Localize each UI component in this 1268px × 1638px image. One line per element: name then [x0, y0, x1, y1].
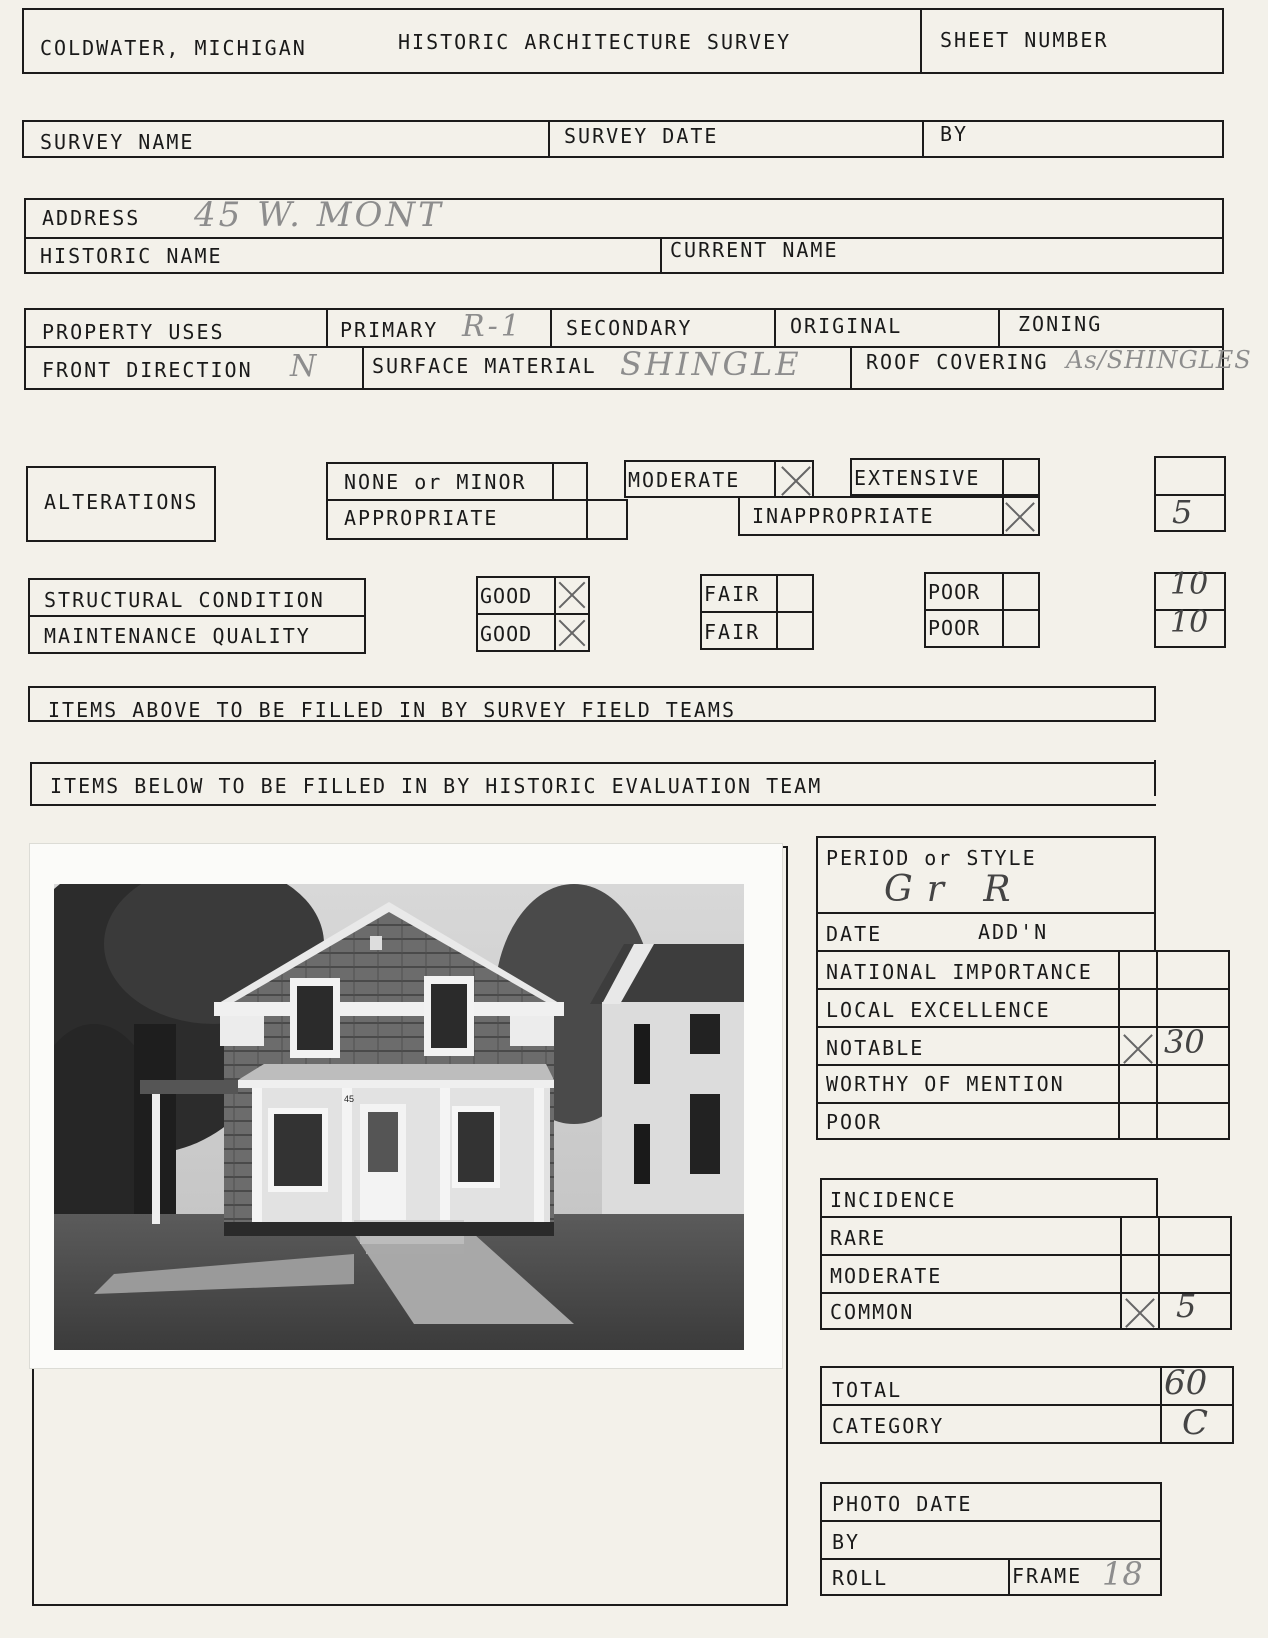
house-number-sign: 45	[344, 1094, 355, 1104]
totals-value-col	[1160, 1366, 1162, 1444]
notable-score: 30	[1164, 1023, 1205, 1061]
photo-info-row-1	[820, 1520, 1162, 1522]
common-score: 5	[1176, 1287, 1200, 1325]
poor-check-col	[1002, 572, 1004, 648]
maintenance-score: 10	[1170, 605, 1209, 640]
property-divider-4	[998, 308, 1000, 346]
maintenance-good-label: GOOD	[480, 622, 533, 646]
note-below: ITEMS BELOW TO BE FILLED IN BY HISTORIC EVALUATION TEAM	[50, 774, 823, 798]
alterations-label: ALTERATIONS	[44, 490, 199, 514]
survey-date-label: SURVEY DATE	[564, 124, 719, 148]
local-excellence-label: LOCAL EXCELLENCE	[826, 998, 1051, 1022]
alt-inappropriate-label: INAPPROPRIATE	[752, 504, 935, 528]
house-photo	[54, 884, 744, 1350]
front-direction-value: N	[290, 349, 320, 384]
surface-material-label: SURFACE MATERIAL	[372, 354, 597, 378]
worthy-label: WORTHY OF MENTION	[826, 1072, 1065, 1096]
national-importance-label: NATIONAL IMPORTANCE	[826, 960, 1093, 984]
total-value: 60	[1164, 1363, 1208, 1403]
maintenance-quality-label: MAINTENANCE QUALITY	[44, 624, 311, 648]
property-divider-5	[362, 346, 364, 390]
address-label: ADDRESS	[42, 206, 141, 230]
sheet-number-label: SHEET NUMBER	[940, 28, 1109, 52]
property-divider-1	[326, 308, 328, 346]
survey-divider-1	[548, 120, 550, 158]
alt-none-minor-label: NONE or MINOR	[344, 470, 527, 494]
front-direction-label: FRONT DIRECTION	[42, 358, 253, 382]
good-divider	[476, 613, 590, 615]
alt-none-check-col	[552, 462, 554, 500]
current-name-label: CURRENT NAME	[670, 238, 839, 262]
photo-info-frame-divider	[1008, 1558, 1010, 1596]
period-value: Gr R	[884, 869, 1025, 910]
fair-divider	[700, 611, 814, 613]
secondary-label: SECONDARY	[566, 316, 693, 340]
address-divider-v	[660, 237, 662, 274]
primary-label: PRIMARY	[340, 318, 439, 342]
survey-name-label: SURVEY NAME	[40, 130, 195, 154]
surface-material-value: SHINGLE	[620, 345, 802, 383]
date-label: DATE	[826, 922, 883, 946]
property-divider-3	[774, 308, 776, 346]
period-label: PERIOD or STYLE	[826, 846, 1037, 870]
photo-by-label: BY	[832, 1530, 861, 1554]
property-divider-6	[850, 346, 852, 390]
roof-covering-value: As/SHINGLES	[1066, 346, 1252, 374]
alt-moderate-label: MODERATE	[628, 468, 741, 492]
incidence-score-col	[1158, 1216, 1160, 1330]
survey-title: HISTORIC ARCHITECTURE SURVEY	[398, 30, 792, 54]
note-above: ITEMS ABOVE TO BE FILLED IN BY SURVEY FIELD TEAMS	[48, 698, 737, 722]
zoning-label: ZONING	[1018, 312, 1103, 336]
eval-poor-label: POOR	[826, 1110, 883, 1134]
historic-name-label: HISTORIC NAME	[40, 244, 223, 268]
property-uses-label: PROPERTY USES	[42, 320, 225, 344]
importance-score-col	[1156, 950, 1158, 1140]
header-divider	[920, 8, 922, 74]
frame-label: FRAME	[1012, 1564, 1083, 1588]
importance-row-1	[816, 988, 1230, 990]
importance-row-3	[816, 1064, 1230, 1066]
alt-none-divider	[326, 499, 588, 501]
city-title: COLDWATER, MICHIGAN	[40, 36, 307, 60]
totals-divider	[820, 1404, 1234, 1406]
poor-divider	[924, 609, 1040, 611]
address-divider-h	[24, 237, 1224, 239]
roll-label: ROLL	[832, 1566, 889, 1590]
survey-divider-2	[922, 120, 924, 158]
maintenance-fair-label: FAIR	[704, 620, 761, 644]
structural-good-check-mark	[556, 578, 588, 610]
alt-appropriate-label: APPROPRIATE	[344, 506, 499, 530]
importance-row-4	[816, 1102, 1230, 1104]
common-check-mark	[1122, 1294, 1158, 1330]
address-value: 45 W. MONT	[194, 195, 444, 235]
structural-good-label: GOOD	[480, 584, 533, 608]
structural-score: 10	[1170, 567, 1209, 602]
roof-covering-label: ROOF COVERING	[866, 350, 1049, 374]
note-below-right	[1154, 760, 1156, 796]
original-label: ORIGINAL	[790, 314, 903, 338]
total-label: TOTAL	[832, 1378, 903, 1402]
alt-moderate-check-col	[774, 460, 776, 498]
photo-date-label: PHOTO DATE	[832, 1492, 973, 1516]
category-label: CATEGORY	[832, 1414, 945, 1438]
property-divider-2	[550, 308, 552, 346]
category-value: C	[1182, 1403, 1212, 1443]
incidence-moderate-label: MODERATE	[830, 1264, 943, 1288]
primary-value: R-1	[462, 309, 523, 344]
alt-moderate-check-mark	[778, 462, 814, 498]
maintenance-poor-label: POOR	[928, 616, 981, 640]
house-photo-image	[54, 884, 744, 1350]
alt-extensive-label: EXTENSIVE	[854, 466, 981, 490]
alt-score: 5	[1172, 493, 1196, 531]
incidence-row-2	[820, 1292, 1232, 1294]
notable-label: NOTABLE	[826, 1036, 925, 1060]
structural-poor-label: POOR	[928, 580, 981, 604]
incidence-label: INCIDENCE	[830, 1188, 957, 1212]
condition-label-divider	[28, 615, 366, 617]
maintenance-good-check-mark	[556, 616, 588, 648]
notable-check-mark	[1120, 1030, 1156, 1066]
fair-check-col	[776, 574, 778, 650]
alt-inappropriate-check-mark	[1002, 498, 1038, 534]
rare-label: RARE	[830, 1226, 887, 1250]
incidence-row-1	[820, 1254, 1232, 1256]
date-value: ADD'N	[978, 920, 1049, 944]
by-label: BY	[940, 122, 969, 146]
alt-appropriate-extender	[588, 499, 628, 540]
structural-fair-label: FAIR	[704, 582, 761, 606]
common-label: COMMON	[830, 1300, 915, 1324]
frame-value: 18	[1102, 1555, 1143, 1593]
structural-condition-label: STRUCTURAL CONDITION	[44, 588, 325, 612]
